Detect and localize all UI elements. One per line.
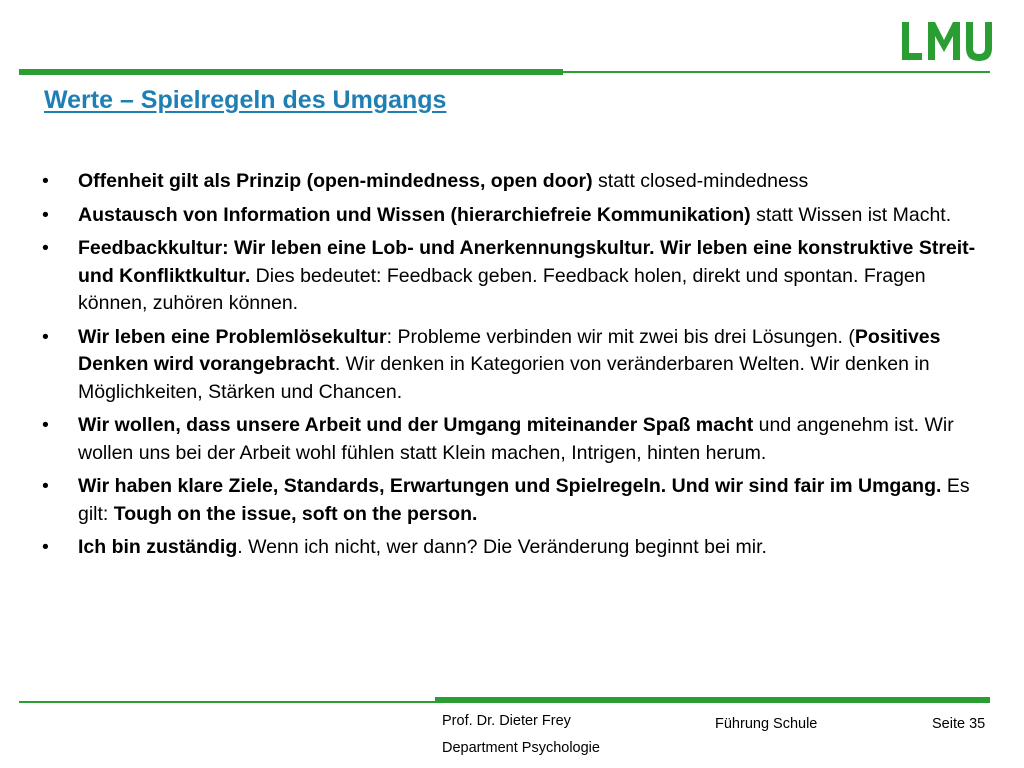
bullet-item: [42, 202, 982, 230]
footer-page-number: Seite 35: [932, 716, 986, 732]
bullet-marker: •: [42, 237, 49, 259]
bullet-item: [42, 168, 982, 196]
bullet-item: [42, 473, 982, 528]
bullet-item: [42, 534, 982, 562]
bullet-text-bold: Ich bin zuständig: [78, 536, 238, 558]
bullet-text: : Probleme verbinden wir mit zwei bis drei Lösungen. (: [386, 325, 855, 348]
bullet-text: . Wir denken in Kategorien von veränderbaren Welten. Wir denken in Möglichkeiten, Stärken und Chancen.: [78, 353, 930, 403]
bullet-text-bold: Offenheit gilt als Prinzip (open-mindedness, open door): [78, 170, 593, 192]
lmu-logo: [900, 18, 992, 64]
footer-department: Department Psychologie: [442, 740, 600, 756]
bullet-text-bold: Austausch von Information und Wissen (hierarchiefreie Kommunikation): [78, 203, 751, 226]
bullet-text-bold: Positives Denken wird vorangebracht: [78, 325, 941, 375]
bullet-text-bold: Tough on the issue, soft on the person.: [113, 502, 478, 525]
bullet-marker: •: [42, 203, 49, 226]
bullet-text: statt Wissen ist Macht.: [750, 203, 952, 226]
bullet-marker: •: [42, 170, 49, 192]
bullet-marker: •: [42, 325, 49, 348]
slide-title: Werte – Spielregeln des Umgangs: [44, 86, 447, 114]
header-rule-thick: [19, 69, 563, 75]
bullet-text: . Wenn ich nicht, wer dann? Die Veränderung beginnt bei mir.: [237, 536, 767, 558]
bullet-item: [42, 412, 982, 467]
bullet-marker: •: [42, 475, 49, 497]
bullet-text-bold: Wir haben klare Ziele, Standards, Erwartungen und Spielregeln. Und wir sind fair im Umgang.: [78, 475, 942, 497]
bullet-text: Dies bedeutet: Feedback geben. Feedback holen, direkt und spontan. Fragen können, zuhören können.: [78, 264, 926, 314]
bullet-text: Es gilt:: [78, 475, 970, 525]
footer-author: Prof. Dr. Dieter Frey: [442, 713, 571, 729]
bullet-text: statt closed-mindedness: [592, 170, 809, 192]
footer-topic: Führung Schule: [715, 716, 818, 732]
bullet-marker: •: [42, 536, 49, 558]
bullet-list: [42, 168, 982, 568]
header-rule-thin: [563, 71, 990, 73]
footer-rule-thick: [435, 697, 990, 703]
bullet-text: und angenehm ist. Wir wollen uns bei der Arbeit wohl fühlen statt Klein machen, Intrigen, hinten herum.: [78, 414, 954, 464]
bullet-text-bold: Wir leben eine Problemlösekultur: [78, 325, 387, 348]
bullet-text-bold: Wir wollen, dass unsere Arbeit und der Umgang miteinander Spaß macht: [78, 414, 754, 436]
bullet-marker: •: [42, 414, 49, 436]
bullet-text-bold: Feedbackkultur: Wir leben eine Lob- und Anerkennungskultur. Wir leben eine konstruktive Streit- und Konfliktkultur.: [78, 237, 976, 287]
bullet-item: [42, 324, 982, 407]
bullet-item: [42, 235, 982, 318]
footer-rule-thin: [19, 701, 435, 703]
